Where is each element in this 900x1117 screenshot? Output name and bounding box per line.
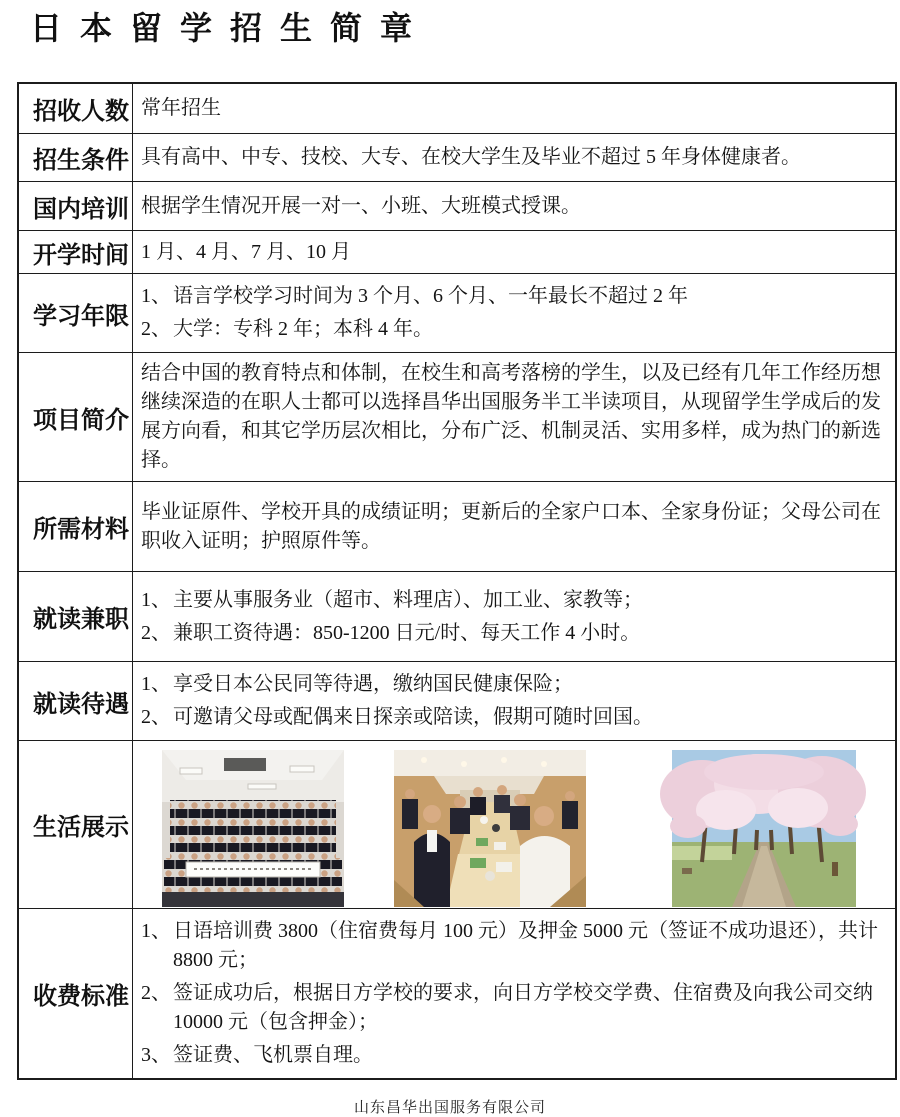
row-text: 毕业证原件、学校开具的成绩证明；更新后的全家户口本、全家身份证；父母公司在职收入证明；护照原件等。	[141, 500, 881, 552]
item-text: 大学：专科 2 年；本科 4 年。	[173, 318, 433, 340]
row-text: 具有高中、中专、技校、大专、在校大学生及毕业不超过 5 年身体健康者。	[141, 146, 801, 168]
item-number: 1、	[141, 588, 171, 611]
row-label: 生活展示	[19, 741, 133, 908]
item-number: 2、	[141, 706, 171, 728]
row-text: 常年招生	[141, 97, 221, 119]
row-label: 项目简介	[19, 353, 133, 481]
row-label: 所需材料	[19, 482, 133, 571]
list-item	[141, 619, 881, 648]
row-start-dates	[19, 230, 895, 273]
row-label: 就读兼职	[19, 572, 133, 661]
row-part-time-work	[19, 571, 895, 661]
item-text: 享受日本公民同等待遇，缴纳国民健康保险；	[173, 673, 573, 695]
row-materials	[19, 481, 895, 571]
list-item	[141, 917, 881, 975]
cherry-blossom-path-photo	[672, 750, 856, 907]
row-label: 国内培训	[19, 182, 133, 230]
row-label: 招收人数	[19, 84, 133, 133]
row-text: 根据学生情况开展一对一、小班、大班模式授课。	[141, 194, 581, 217]
row-student-benefits	[19, 661, 895, 740]
item-number: 3、	[141, 1044, 171, 1066]
item-text: 可邀请父母或配偶来日探亲或陪读，假期可随时回国。	[173, 706, 653, 728]
row-label: 招生条件	[19, 134, 133, 181]
document-page	[0, 6, 900, 1116]
list-item	[141, 703, 881, 732]
list-item	[141, 1041, 881, 1070]
list-item	[141, 979, 881, 1037]
item-text: 语言学校学习时间为 3 个月、6 个月、一年最长不超过 2 年	[173, 285, 688, 307]
row-label: 就读待遇	[19, 662, 133, 740]
row-label: 学习年限	[19, 274, 133, 352]
row-requirements	[19, 133, 895, 181]
item-number: 2、	[141, 621, 171, 644]
item-text: 签证成功后，根据日方学校的要求，向日方学校交学费、住宿费及向我公司交纳 10000 元（包含押金）；	[173, 982, 873, 1033]
item-number: 2、	[141, 318, 171, 340]
item-number: 1、	[141, 285, 171, 307]
row-enrollment	[19, 84, 895, 133]
row-text: 1 月、4 月、7 月、10 月	[141, 240, 351, 263]
graduation-group-photo	[162, 750, 344, 907]
row-study-duration	[19, 273, 895, 352]
row-domestic-training	[19, 181, 895, 230]
row-program-intro	[19, 352, 895, 481]
info-table	[17, 82, 897, 1080]
item-text: 日语培训费 3800（住宿费每月 100 元）及押金 5000 元（签证不成功退还），共计 8800 元；	[173, 920, 878, 971]
dining-hall-photo	[394, 750, 586, 907]
row-label: 收费标准	[19, 909, 133, 1078]
row-fees	[19, 908, 895, 1078]
list-item	[141, 282, 881, 311]
item-text: 主要从事服务业（超市、料理店）、加工业、家教等；	[173, 588, 643, 611]
item-number: 1、	[141, 673, 171, 695]
page-title: 日 本 留 学 招 生 简 章	[30, 10, 418, 46]
list-item	[141, 315, 881, 344]
item-number: 2、	[141, 982, 171, 1004]
row-text: 结合中国的教育特点和体制，在校生和高考落榜的学生，以及已经有几年工作经历想继续深造的在职人士都可以选择昌华出国服务半工半读项目，从现留学生学成后的发展方向看，和其它学历层次相比，分布广泛、机制灵活、实用多样，成为热门的新选择。	[141, 362, 881, 471]
item-text: 签证费、飞机票自理。	[173, 1044, 373, 1066]
photo-gallery	[133, 741, 895, 908]
item-text: 兼职工资待遇：850-1200 日元/时、每天工作 4 小时。	[173, 621, 641, 644]
list-item	[141, 670, 881, 699]
row-label: 开学时间	[19, 231, 133, 273]
item-number: 1、	[141, 920, 171, 942]
list-item	[141, 586, 881, 615]
company-name: 山东昌华出国服务有限公司	[353, 1100, 546, 1116]
row-life-gallery	[19, 740, 895, 908]
